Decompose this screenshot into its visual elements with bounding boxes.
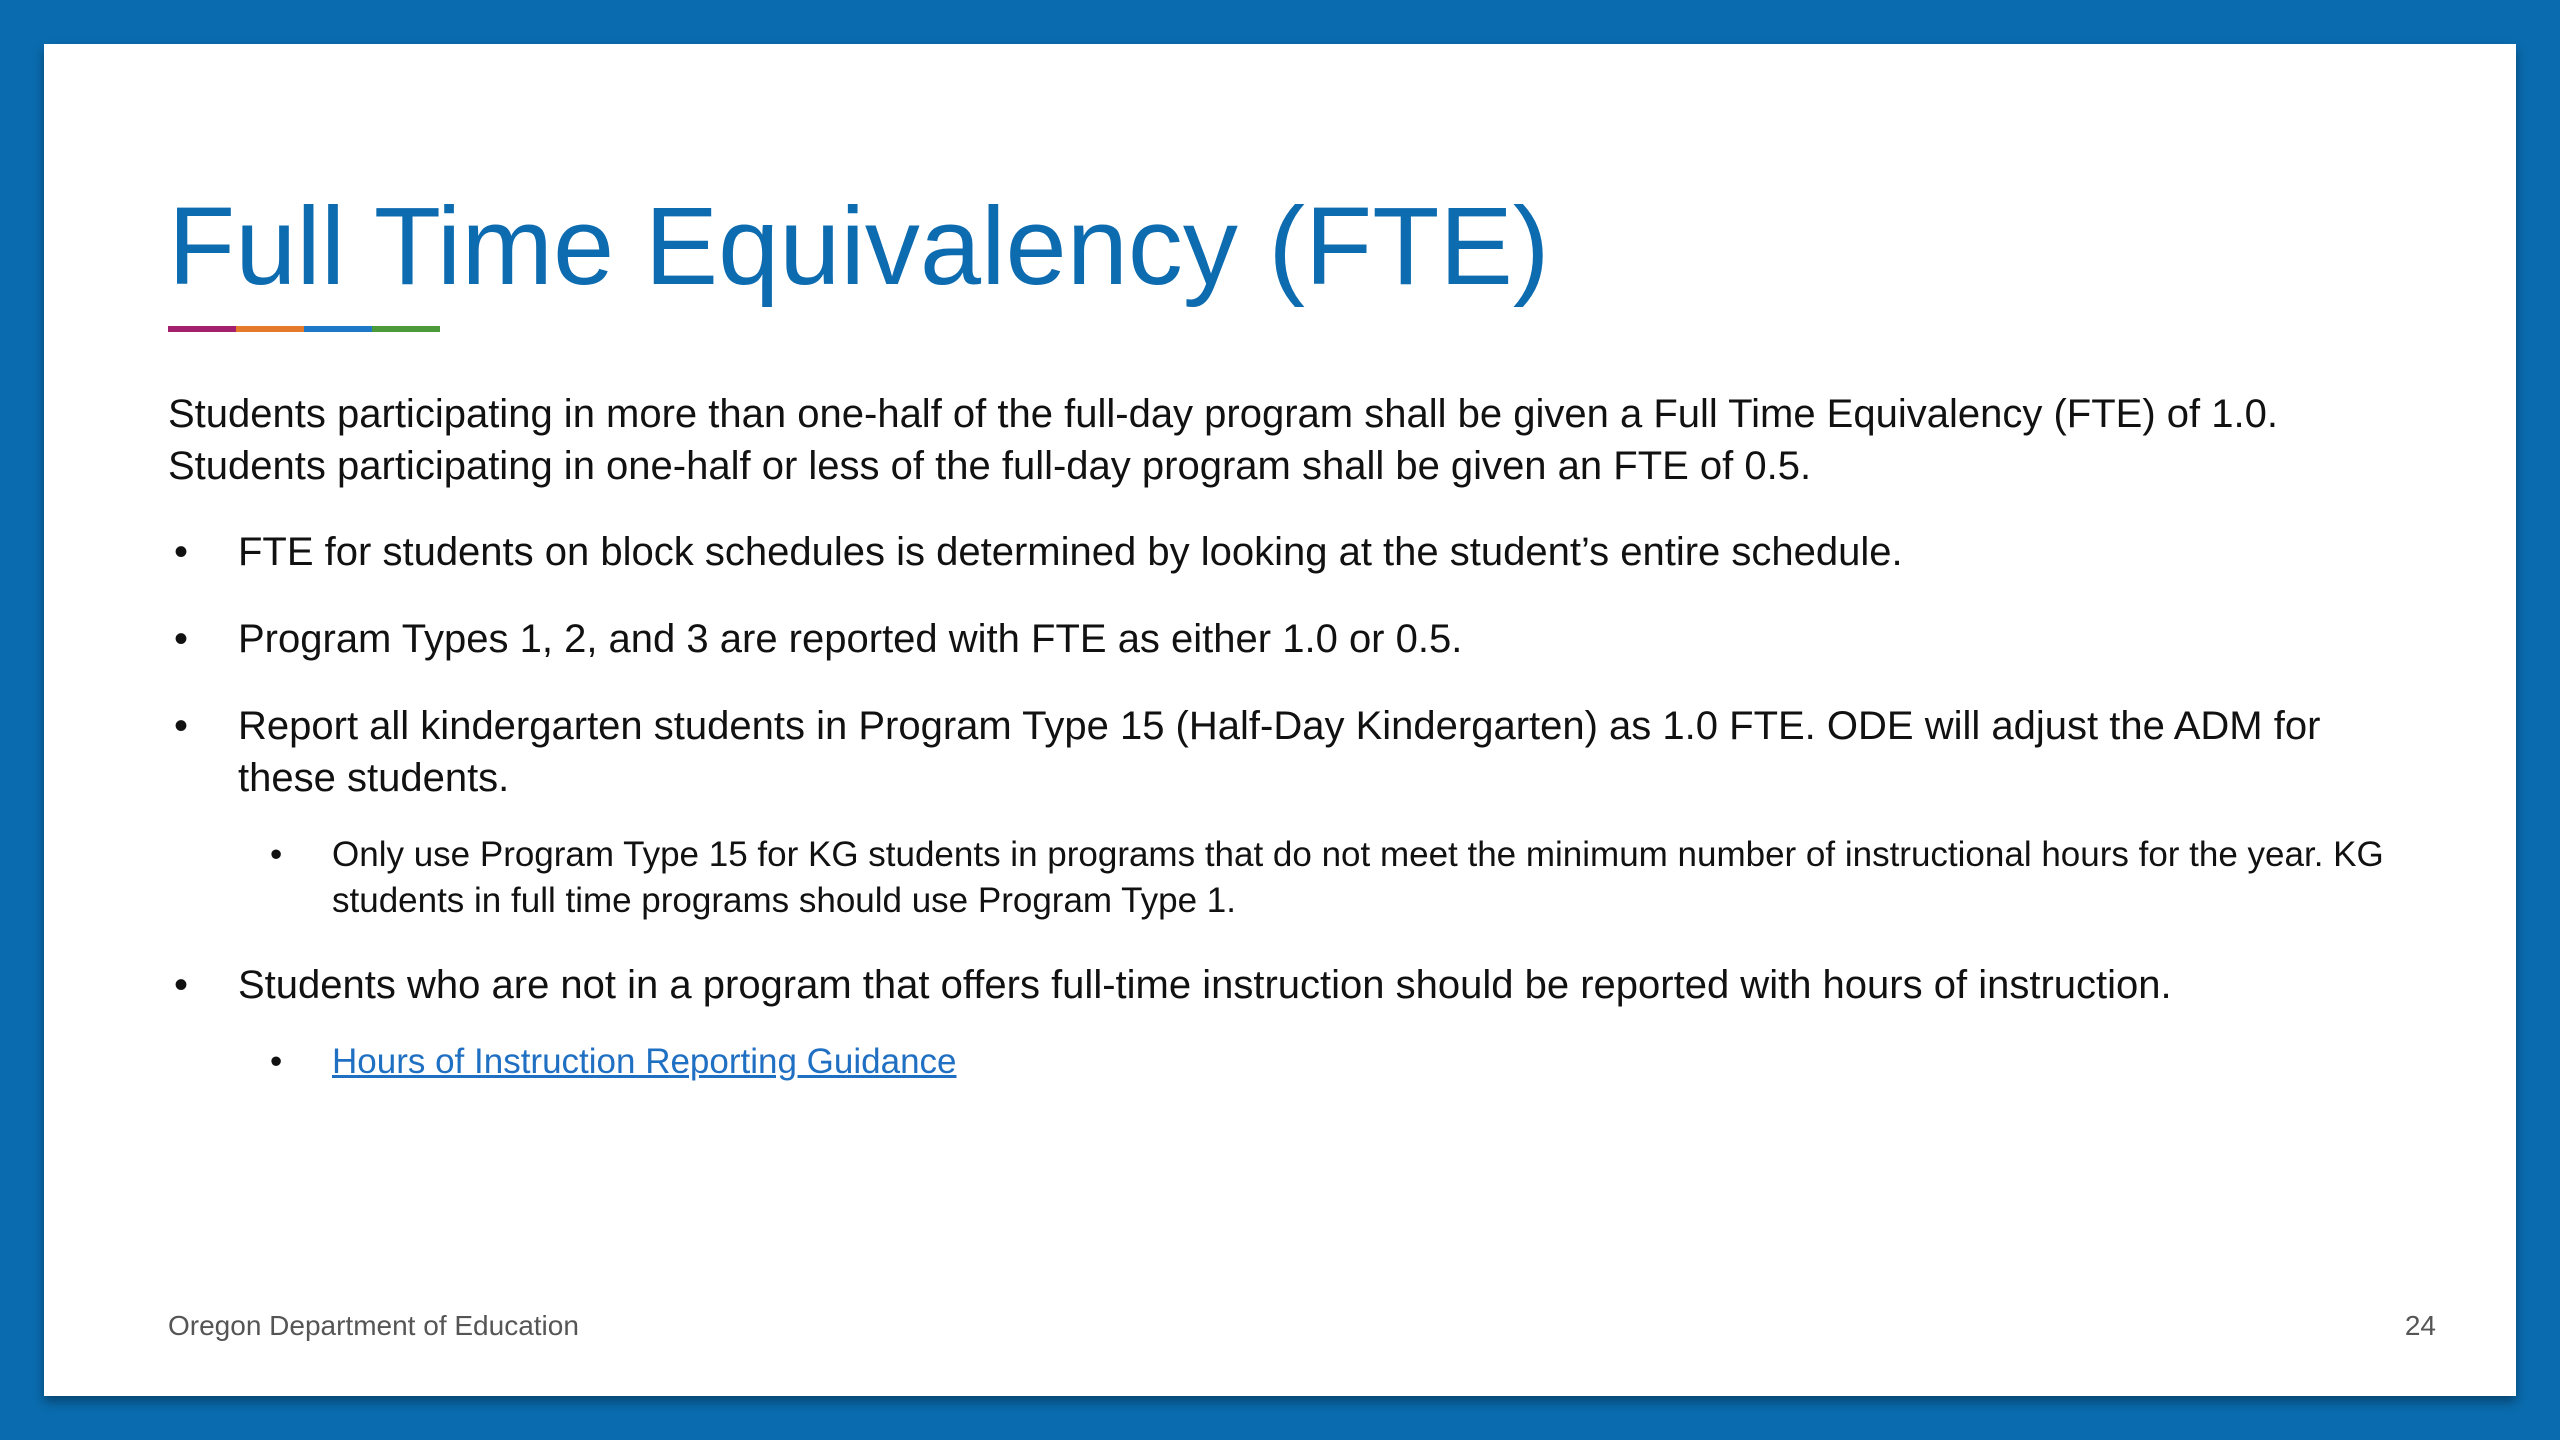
underline-segment-orange [236, 326, 304, 332]
underline-segment-magenta [168, 326, 236, 332]
bullet-item [168, 959, 2418, 1085]
bullet-item [168, 613, 2418, 665]
bullet-dot: • [174, 704, 189, 748]
bullet-dot: • [174, 617, 189, 661]
sub-bullet-item [236, 832, 2418, 924]
sub-bullet-list [238, 1039, 2418, 1085]
slide-number: 24 [2404, 1310, 2436, 1341]
title-underline [168, 326, 440, 332]
underline-segment-blue [304, 326, 372, 332]
bullet-dot: • [174, 963, 189, 1007]
bullet-dot: • [174, 530, 189, 574]
bullet-item [168, 700, 2418, 924]
slide-title: Full Time Equivalency (FTE) [168, 185, 1550, 308]
sub-bullet-list [238, 832, 2418, 924]
sub-bullet-dot: • [270, 1042, 283, 1081]
underline-segment-green [372, 326, 440, 332]
bullet-item [168, 526, 2418, 578]
footer-organization: Oregon Department of Education [168, 1310, 579, 1341]
intro-paragraph: Students participating in more than one-half of the full-day program shall be given a Full Time Equivalency (FTE) of 1.0. Students participating in one-half or less of the full-day program shall be given an FTE of 0.5. [168, 392, 2278, 488]
bullet-text: Program Types 1, 2, and 3 are reported with FTE as either 1.0 or 0.5. [238, 617, 1463, 661]
hours-of-instruction-link[interactable]: Hours of Instruction Reporting Guidance [332, 1042, 957, 1081]
bullet-text: Students who are not in a program that offers full-time instruction should be reported with hours of instruction. [238, 963, 2172, 1007]
bullet-text: FTE for students on block schedules is determined by looking at the student’s entire schedule. [238, 530, 1903, 574]
bullet-text: Report all kindergarten students in Program Type 15 (Half-Day Kindergarten) as 1.0 FTE. ODE will adjust the ADM for these students. [238, 704, 2321, 800]
sub-bullet-text: Only use Program Type 15 for KG students in programs that do not meet the minimum number of instructional hours for the year. KG students in full time programs should use Program Type 1. [332, 835, 2384, 920]
slide [44, 44, 2516, 1396]
slide-body [168, 388, 2418, 1120]
sub-bullet-dot: • [270, 835, 283, 874]
bullet-list [168, 526, 2418, 1085]
sub-bullet-item [236, 1039, 2418, 1085]
